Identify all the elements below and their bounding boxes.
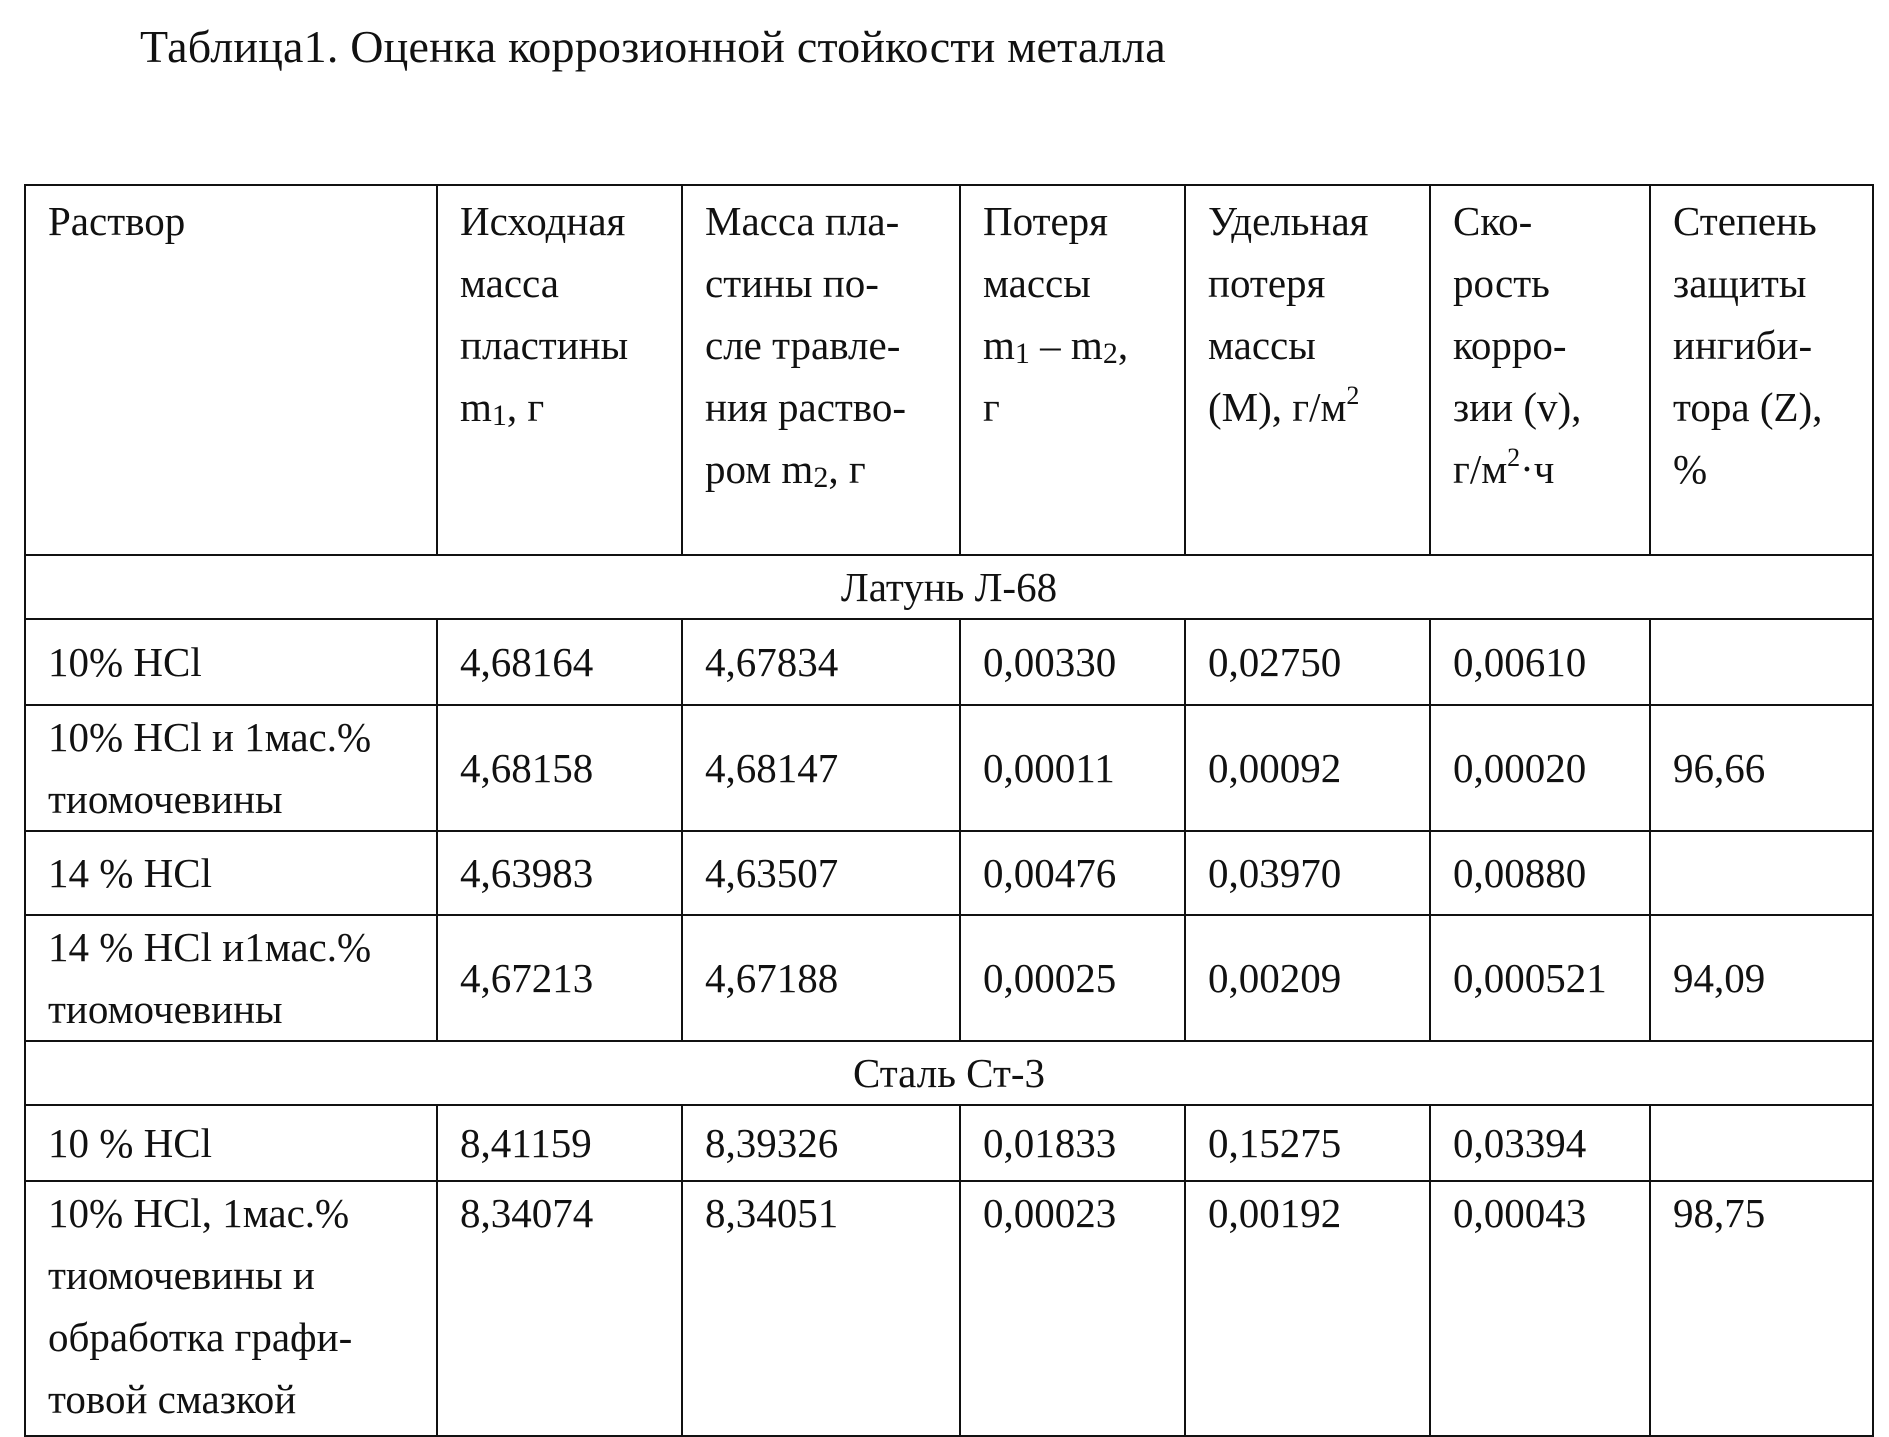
cell-mass-after: 8,39326 [682,1105,960,1181]
header-mass-loss: Потеря массы $m_1 - m_2$, г [960,185,1185,555]
cell-solution: 10% HCl [25,619,437,705]
table-row [25,619,1873,705]
table-caption: Таблица1. Оценка коррозионной стойкости металла [140,21,1166,72]
cell-solution: 10% HCl и 1мас.% тиомочевины [25,705,437,831]
header-solution: Раствор [25,185,437,555]
cell-corrosion-rate: 0,00043 [1430,1181,1650,1436]
table-row [25,915,1873,1041]
cell-specific-loss: 0,00092 [1185,705,1430,831]
cell-specific-loss: 0,02750 [1185,619,1430,705]
cell-initial-mass: 4,68164 [437,619,682,705]
cell-mass-loss: 0,00023 [960,1181,1185,1436]
corrosion-table [24,184,1874,1437]
cell-solution: 10% HCl, 1мас.% тиомочевины и обработка графи- товой смазкой [25,1181,437,1436]
cell-initial-mass: 4,68158 [437,705,682,831]
section-row-steel [25,1041,1873,1105]
cell-mass-after: 4,67834 [682,619,960,705]
cell-mass-loss: 0,00011 [960,705,1185,831]
cell-protection [1650,619,1873,705]
section-row-brass [25,555,1873,619]
cell-initial-mass: 8,41159 [437,1105,682,1181]
table-row [25,831,1873,915]
cell-initial-mass: 8,34074 [437,1181,682,1436]
cell-protection [1650,831,1873,915]
cell-solution: 14 % HCl [25,831,437,915]
header-specific-mass-loss: Удельная потеря массы (М), $г/м^2$ [1185,185,1430,555]
cell-mass-after: 4,67188 [682,915,960,1041]
cell-corrosion-rate: 0,00020 [1430,705,1650,831]
header-initial-mass: Исходная масса пластины $m_1$, г [437,185,682,555]
cell-specific-loss: 0,00192 [1185,1181,1430,1436]
table-row [25,705,1873,831]
cell-corrosion-rate: 0,000521 [1430,915,1650,1041]
cell-protection [1650,1105,1873,1181]
cell-mass-loss: 0,00476 [960,831,1185,915]
cell-mass-after: 8,34051 [682,1181,960,1436]
cell-solution: 10 % HCl [25,1105,437,1181]
table-row [25,1105,1873,1181]
cell-specific-loss: 0,03970 [1185,831,1430,915]
cell-initial-mass: 4,63983 [437,831,682,915]
cell-corrosion-rate: 0,00610 [1430,619,1650,705]
cell-corrosion-rate: 0,03394 [1430,1105,1650,1181]
cell-protection: 96,66 [1650,705,1873,831]
cell-solution: 14 % HCl и1мас.% тиомочевины [25,915,437,1041]
header-row [25,185,1873,555]
header-corrosion-rate: Ско- рость корро- зии (v), $г/м^2\cdot ч$ [1430,185,1650,555]
cell-mass-loss: 0,01833 [960,1105,1185,1181]
cell-mass-loss: 0,00330 [960,619,1185,705]
cell-protection: 98,75 [1650,1181,1873,1436]
cell-corrosion-rate: 0,00880 [1430,831,1650,915]
cell-initial-mass: 4,67213 [437,915,682,1041]
header-mass-after-etching: Масса пла- стины по- сле травле- ния раство- ром $m_2$, г [682,185,960,555]
cell-mass-after: 4,68147 [682,705,960,831]
cell-specific-loss: 0,00209 [1185,915,1430,1041]
table-row [25,1181,1873,1436]
cell-mass-after: 4,63507 [682,831,960,915]
cell-protection: 94,09 [1650,915,1873,1041]
cell-mass-loss: 0,00025 [960,915,1185,1041]
header-inhibitor-protection: Степень защиты ингиби- тора (Z), % [1650,185,1873,555]
cell-specific-loss: 0,15275 [1185,1105,1430,1181]
section-title-steel: Сталь Ст-3 [25,1041,1873,1105]
section-title-brass: Латунь Л-68 [25,555,1873,619]
